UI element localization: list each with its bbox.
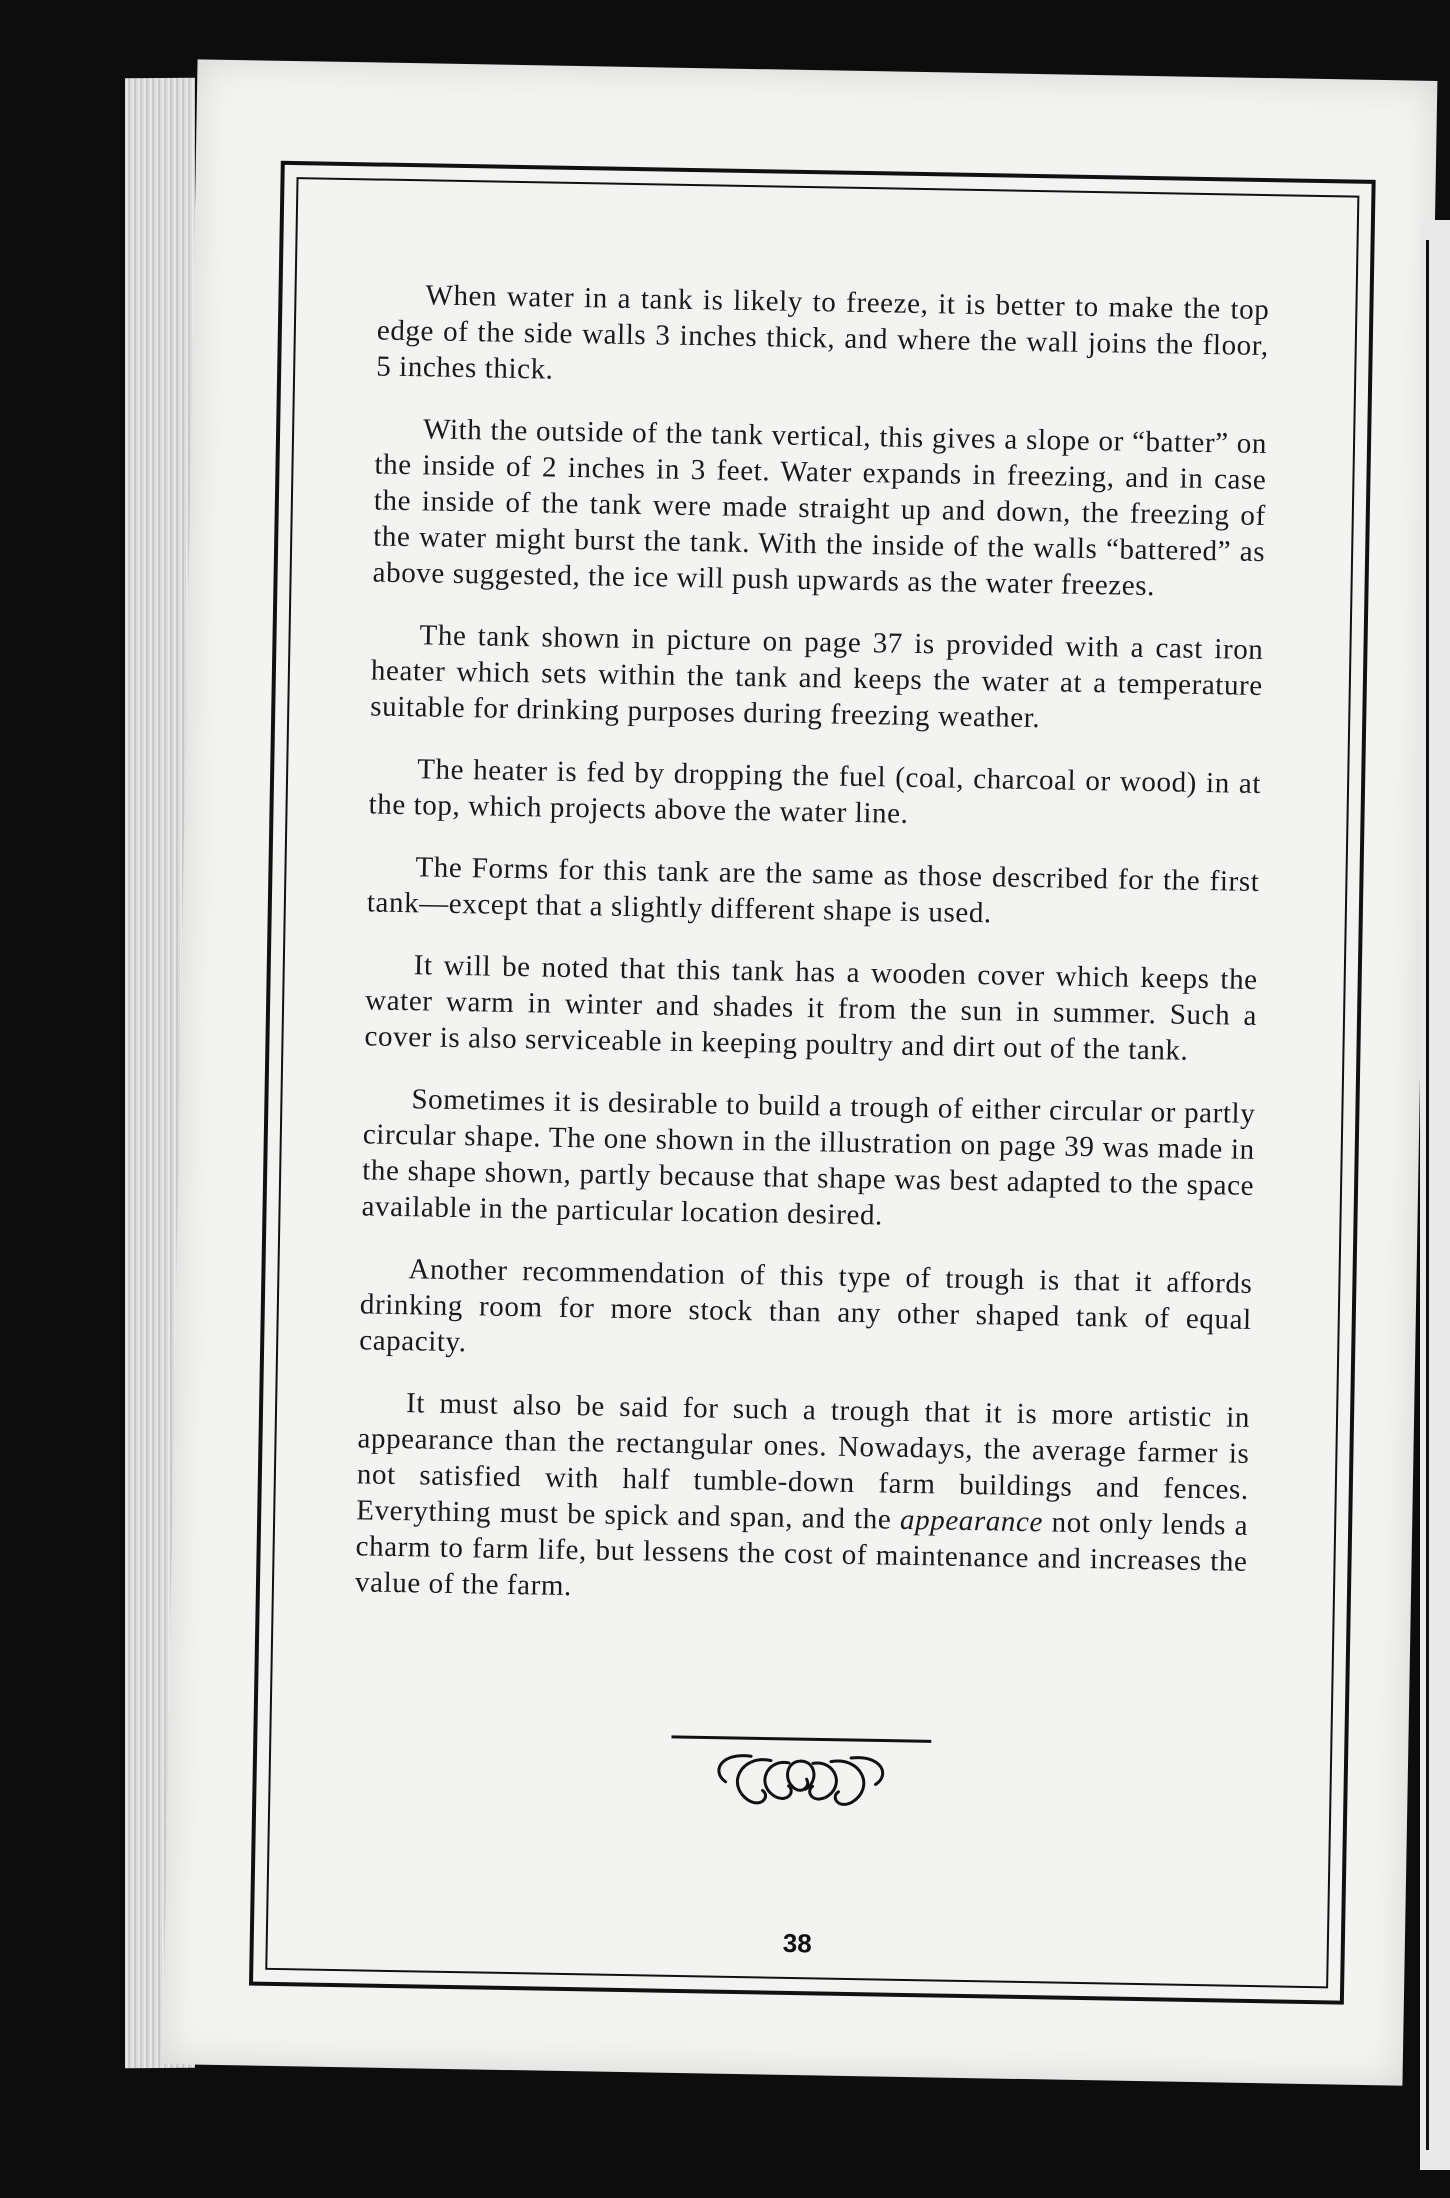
page-text: [354, 277, 1269, 1642]
facing-page-border: [1426, 240, 1429, 2150]
paragraph: The heater is fed by dropping the fuel (coal, charcoal or wood) in at the top, which projects above the water line.: [368, 753, 1262, 830]
page-number: 38: [782, 1927, 813, 1959]
closing-text-end: not only lends a charm to farm life, but lessens the cost of maintenance and increases the value of the farm.: [354, 1506, 1249, 1603]
paragraph: Another recommendation of this type of trough is that it affords drinking room for more stock than any other shaped tank of equal capacity.: [358, 1253, 1253, 1359]
paragraph: It will be noted that this tank has a wooden cover which keeps the water warm in winter and shades it from the sun in summer. Such a cover is also serviceable in keeping poultry and dirt out of the tank.: [364, 949, 1258, 1067]
paragraph: The Forms for this tank are the same as those described for the first tank—except that a slightly different shape is used.: [366, 851, 1260, 930]
paragraph: With the outside of the tank vertical, this gives a slope or “batter” on the inside of 2 inches in 3 feet. Water expands in freezing, and in case the inside of the tank were made straight up and down, the freezing of the water might burst the tank. With the inside of the walls “battered” as above suggested, the ice will push upwards as the water freezes.: [372, 413, 1268, 603]
book-page: [163, 59, 1438, 2085]
closing-text-start: It must also be said for such a trough that it is more artistic in appearance than the rectangular ones. Nowadays, the average farmer is not satisfied with half tumble-down farm buildings and fences. Everything must be spick and span, and the: [356, 1387, 1251, 1536]
paragraph: When water in a tank is likely to freeze, it is better to make the top edge of the side walls 3 inches thick, and where the wall joins the floor, 5 inches thick.: [375, 279, 1270, 386]
scroll-flourish-icon: [669, 1729, 931, 1824]
page-border: [249, 161, 1376, 2005]
facing-page-edge: [1420, 220, 1450, 2170]
paragraph: The tank shown in picture on page 37 is provided with a cast iron heater which sets within the tank and keeps the water at a temperature suitable for drinking purposes during freezing weather.: [370, 619, 1264, 735]
paragraph: Sometimes it is desirable to build a trough of either circular or partly circular shape. The one shown in the illustration on page 39 was made in the shape shown, partly because that shape was best adapted to the space available in the particular location desired.: [361, 1083, 1256, 1232]
closing-paragraph: [355, 1384, 1251, 1616]
italic-word: appearance: [899, 1503, 1044, 1539]
